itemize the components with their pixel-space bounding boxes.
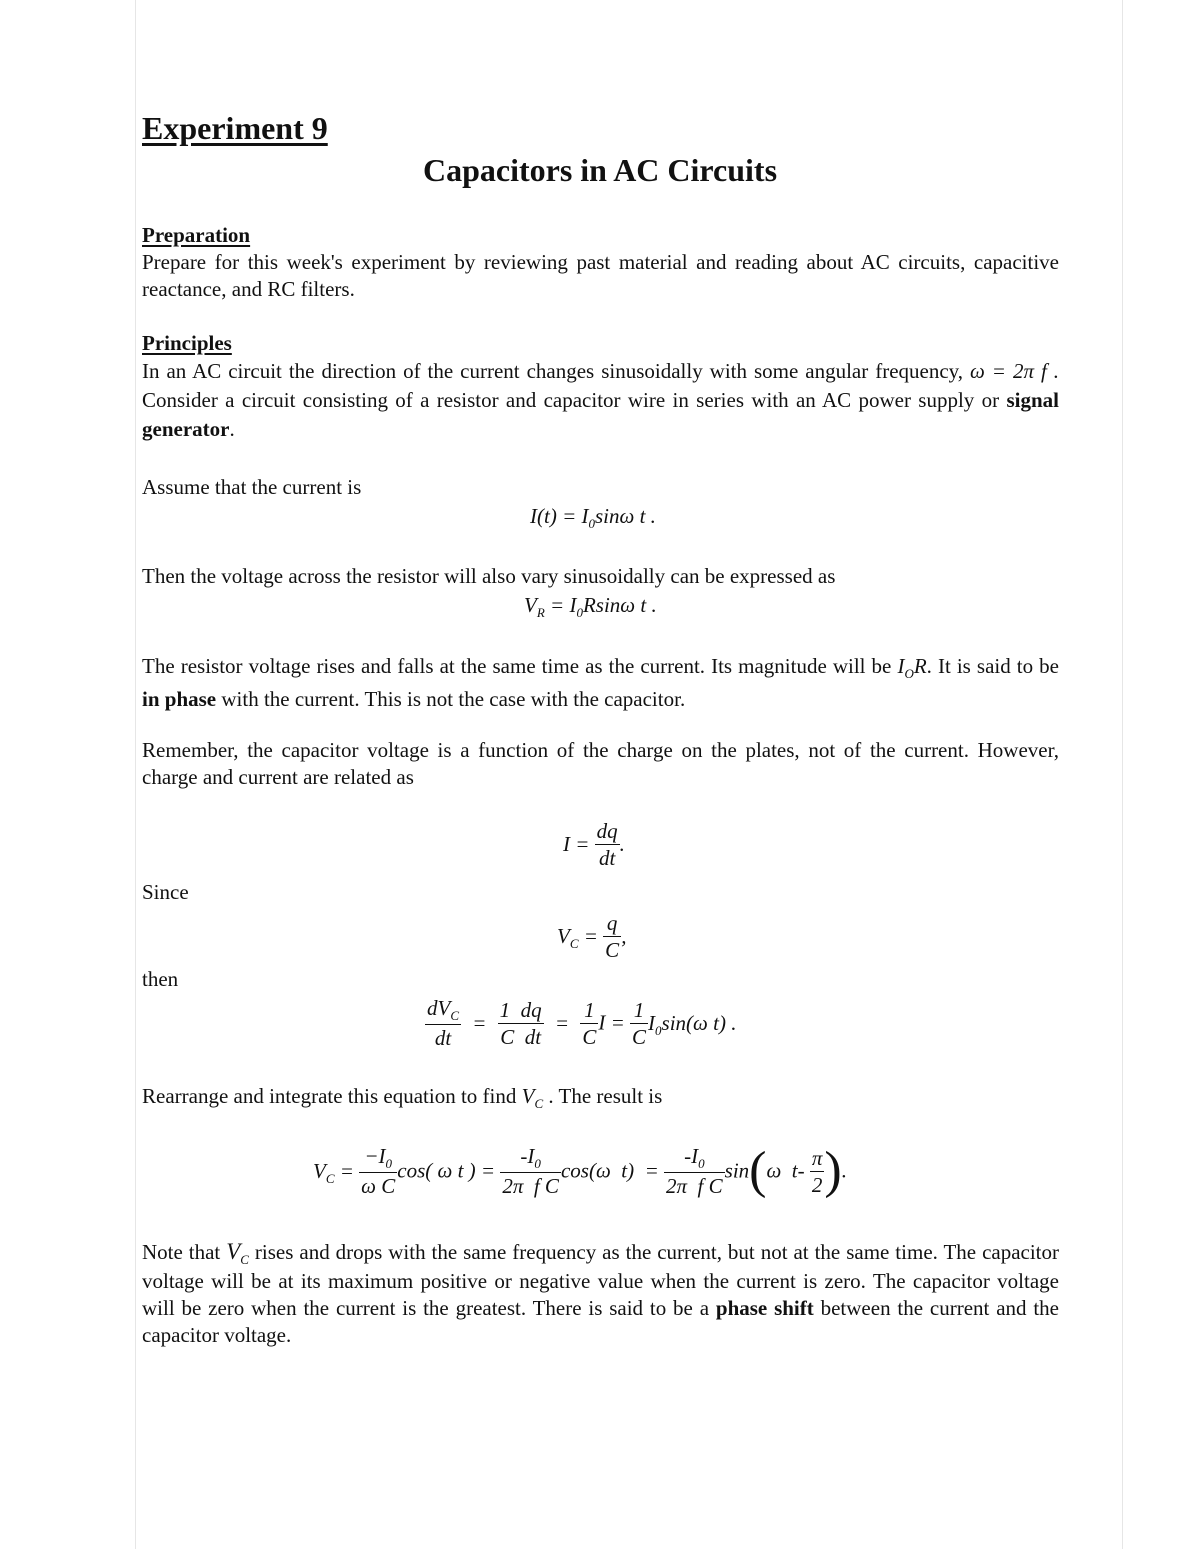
p4-r: R [913,654,927,678]
eq-d-eq2: = [554,1010,570,1035]
page-edge-left [135,0,136,1549]
p4-io: I [897,654,905,678]
eq-current-sub: 0 [588,516,595,531]
eq-r-f3-den: 2π f C [666,1174,723,1198]
eq-r-lhs [313,1158,354,1186]
preparation-heading: Preparation [142,223,251,247]
eq-d-tail-sub: 0 [655,1022,662,1038]
eq-vc-lhs [557,924,598,951]
eq-vr-v: V [524,593,537,617]
eq-d-f3-num: 1 [580,997,598,1024]
eq-r-f2-num [500,1143,561,1173]
eq-r-f4-den: 2 [811,1172,823,1197]
eq-vc-v: V [557,924,570,948]
eq-d-eq1: = [472,1010,487,1035]
principles-paragraph-7 [142,1238,1059,1349]
eq-d-fraction-4 [630,997,648,1050]
eq-r-f1-num-text: −I [364,1144,386,1168]
eq-vr-rest: Rsinω t . [582,593,657,617]
eq-d-mid: I = [598,1010,625,1035]
since-label: Since [142,880,189,904]
p7-text-a: Note that [142,1240,227,1264]
eq-r-sub: C [325,1170,335,1186]
eq-r-eq: = [334,1158,354,1183]
eq-r-fraction-3 [664,1143,725,1199]
eq-r-left-paren: ( [749,1142,767,1199]
eq-d-f2-num: 1 dq [499,997,542,1022]
in-phase-term: in phase [142,687,217,711]
resistor-voltage-equation [524,593,657,618]
signal-generator-term: signal generator [142,388,1059,441]
eq-r-right-paren: ) [824,1142,842,1199]
eq-r-f3-num [664,1143,725,1173]
eq-r-f3-num-text: -I [684,1144,699,1168]
principles-paragraph-6 [142,1083,1059,1112]
principles-paragraph-5: Remember, the capacitor voltage is a function of the charge on the plates, not of the current. However, charge and current are related as [142,738,1059,789]
eq-vc-num: q [603,910,621,937]
p1-text-a: In an AC circuit the direction of the current changes sinusoidally with some angular frequency, [142,359,964,383]
eq-r-f1-den: ω C [361,1174,396,1198]
eq-vc-sub: C [569,936,579,951]
eq-i-end: . [619,832,625,856]
eq-r-t2: cos(ω t) = [560,1158,659,1183]
p6-text-a: Rearrange and integrate this equation to find [142,1084,522,1108]
preparation-text: Prepare for this week's experiment by reviewing past material and reading about AC circuits, capacitive reactance, and RC filters. [142,250,1059,301]
eq-d-f4-num: 1 [630,997,648,1024]
eq-i-lhs: I = [563,832,590,856]
eq-vc-den: C [605,938,620,962]
p6-v: V [521,1084,535,1108]
eq-d-f3-den: C [582,1024,597,1049]
eq-vr-mid: = I [544,593,577,617]
eq-d-f4-den: C [632,1024,647,1049]
capacitor-voltage-result-equation [313,1143,847,1199]
principles-paragraph-4 [142,651,1059,714]
eq-d-tail-i: I [648,1010,656,1035]
eq-d-fraction-3 [580,997,598,1050]
eq-r-sin: sin [724,1158,750,1183]
eq-r-fraction-2 [500,1143,561,1199]
eq-r-end: . [841,1158,847,1183]
p4-io-sub: O [904,666,914,681]
eq-r-f2-num-sub: 0 [534,1156,541,1171]
eq-r-f1-num-sub: 0 [385,1156,393,1171]
eq-r-f4-num: π [811,1145,823,1170]
page-edge-right [1122,0,1123,1549]
p7-v: V [226,1239,241,1264]
p4-text-c: with the current. This is not the case with the capacitor. [216,687,686,711]
eq-r-f2-den: 2π f C [502,1174,559,1198]
p7-text-c: between the current and the capacitor voltage. [142,1296,1060,1347]
eq-d-num [425,995,461,1025]
principles-paragraph-3: Then the voltage across the resistor will also vary sinusoidally can be expressed as [142,564,836,588]
p6-text-b: . The result is [543,1084,663,1108]
p6-v-sub: C [534,1096,544,1111]
current-equation [530,504,656,529]
eq-d-num-sub: C [450,1008,459,1023]
experiment-number: Experiment 9 [142,110,328,146]
eq-r-fraction-1 [359,1143,397,1199]
p7-text-b: rises and drops with the same frequency as the current, but not at the same time. The capacitor voltage will be at its maximum positive or negative value when the current is zero. The capacitor voltage will be zero when the current is the greatest. There is said to be a [142,1240,1060,1320]
eq-r-f3-num-sub: 0 [698,1156,705,1171]
eq-d-num-text: dV [427,996,451,1020]
eq-d-fraction-1 [425,995,461,1051]
current-charge-equation [563,818,625,871]
capacitor-voltage-equation [557,910,626,963]
eq-vc-fraction [603,910,621,963]
p7-v-sub: C [240,1252,249,1267]
eq-vr-sub: R [536,605,545,620]
p1-text-b: Consider a circuit consisting of a resistor and capacitor wire in series with an AC power supply or [142,388,1007,412]
eq-current-rest: sinω t . [594,504,656,528]
eq-r-f1-num [359,1143,397,1173]
eq-i-fraction [595,818,620,871]
derivative-equation [425,995,736,1051]
eq-r-arg: ω t- [766,1158,805,1183]
eq-d-tail-rest: sin(ω t) . [661,1010,737,1035]
principles-heading: Principles [142,331,232,355]
p1-end: . [229,417,235,441]
phase-shift-term: phase shift [715,1296,814,1320]
eq-r-v: V [313,1158,326,1183]
eq-r-t1: cos( ω t ) = [397,1158,496,1183]
then-label: then [142,967,179,991]
p4-text-a: The resistor voltage rises and falls at the same time as the current. Its magnitude will be [142,654,898,678]
eq-vc-end: , [621,924,627,948]
eq-i-num: dq [596,819,618,843]
page-title: Capacitors in AC Circuits [422,152,778,188]
eq-d-tail [648,1010,737,1038]
omega-formula: ω = 2π f . [970,359,1059,383]
principles-paragraph-1 [142,357,1059,444]
eq-vc-eq: = [578,924,598,948]
eq-r-f2-num-text: -I [520,1144,535,1168]
principles-paragraph-2: Assume that the current is [142,475,362,499]
p4-text-b: . It is said to be [926,654,1059,678]
eq-d-den: dt [434,1026,452,1050]
eq-vr-sub2: 0 [576,605,583,620]
eq-d-fraction-2 [498,997,544,1050]
eq-current-lhs: I(t) = I [530,504,589,528]
eq-r-fraction-4 [810,1145,825,1198]
eq-i-den: dt [599,846,616,870]
eq-d-f2-den: C dt [500,1024,542,1049]
